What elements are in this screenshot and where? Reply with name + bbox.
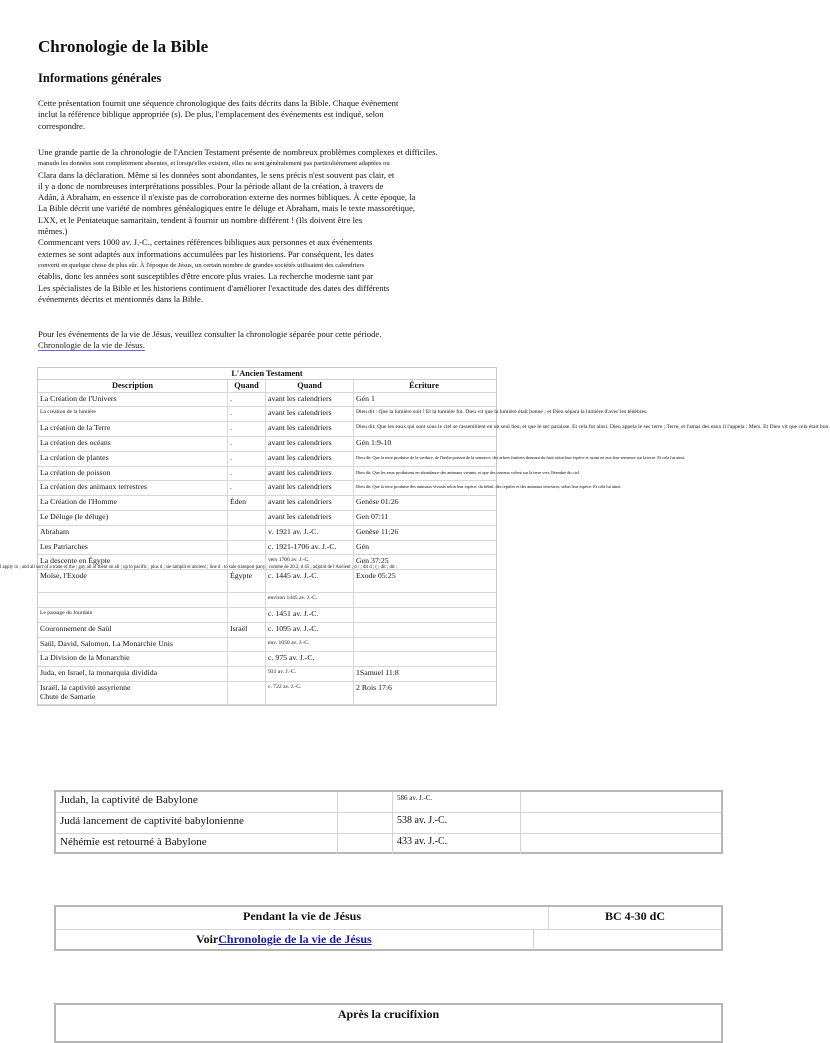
table-body	[38, 393, 830, 705]
table-row	[38, 407, 648, 422]
text-line: La Bible décrit une variété de nombres généalogiques entre le déluge et Abraham, mais le texte massorétique,	[38, 203, 416, 214]
table-cell	[534, 930, 721, 950]
scripture-cell: 1Samuel 11:8	[356, 668, 399, 678]
table-caption: L'Ancien Testament	[38, 368, 496, 380]
after-crucifixion-table	[54, 1003, 723, 1043]
description-cell: La descente en Égypte	[38, 555, 228, 569]
location-cell	[228, 541, 266, 555]
description-cell: Le Déluge (le déluge)	[38, 511, 228, 525]
date-cell: v. 1921 av. J.-C.	[266, 526, 354, 540]
location-cell: .	[228, 422, 266, 436]
table-row	[38, 526, 496, 541]
table-cell: 586 av. J.-C.	[393, 792, 521, 812]
scripture-cell: Gén 1:9-10	[356, 437, 392, 447]
scripture-cell: Gén 1	[356, 393, 375, 403]
description-cell: Abraham	[38, 526, 228, 540]
text-line: Commencant vers 1000 av. J.-C., certaines références bibliques aux personnes et aux événements	[38, 237, 373, 248]
text-line: externes se sont adaptés aux informations accumulées par les historiens. Par conséquent, les dates	[38, 248, 374, 259]
location-cell	[228, 608, 266, 622]
page-title: Chronologie de la Bible	[38, 37, 209, 56]
text-line: Les spécialistes de la Bible et les historiens continuent d'améliorer l'exactitude des dates des différents	[38, 282, 390, 293]
description-cell: Couronnement de Saül	[38, 623, 228, 637]
table-row	[56, 792, 721, 813]
table-row	[38, 452, 686, 467]
table-row	[38, 570, 496, 593]
scripture-cell: Dieu dit: Que la terre produise de la verdure, de l'herbe portant de la semence, des arbres fruitiers donnant du fruit selon leur espèce et ayant en eux leur semence sur la terre. Et cela fut ainsi.	[356, 454, 686, 460]
scripture-cell: Gén	[356, 541, 369, 551]
date-cell: avant les calendriers	[266, 511, 354, 525]
scripture-cell: Dieu dit: Que la terre produise des animaux vivants selon leur espèce, du bétail, des reptiles et des animaux terrestres, selon leur espèce. Et cela fut ainsi.	[356, 484, 622, 490]
date-cell: c. 722 av. J.-C.	[266, 682, 354, 704]
date-cell: c. 1445 av. J.-C.	[266, 570, 354, 592]
scripture-cell	[354, 652, 494, 666]
text-line: correspondre.	[38, 120, 86, 131]
location-cell	[228, 638, 266, 652]
table-row	[56, 813, 721, 834]
location-cell	[228, 652, 266, 666]
table-cell	[338, 813, 393, 833]
jesus-chronology-link[interactable]: Chronologie de la vie de Jésus.	[38, 340, 145, 351]
table-row	[38, 481, 622, 496]
location-cell: Israël	[228, 623, 266, 637]
overflow-text: l apply to ; and all sort of a trade of the ; gay all of them on all ; up to pacific , plus d ; sie tampili et ancient ; line d . to sale transport pany ; comme de 20.2; d 45 ; adjoint de l'Ancient ; d / ; dit d ; ( ; dit ; dit :	[0, 565, 398, 570]
text-line: Une grande partie de la chronologie de l'Ancien Testament présente de nombreux problèmes complexes et difficiles.	[38, 147, 438, 157]
text-line: Cette présentation fournit une séquence chronologique des faits décrits dans la Bible. Chaque événement	[38, 98, 399, 108]
scripture-cell	[354, 608, 494, 622]
table-row	[38, 652, 496, 667]
table-row	[56, 1005, 721, 1025]
scripture-cell	[354, 623, 494, 637]
location-cell	[228, 682, 266, 704]
table-row	[38, 511, 496, 526]
table-cell	[521, 792, 721, 812]
text-line: LXX, et le Pentateuque samaritain, tendent à fournir un nombre différent ! (Ils doivent être les	[38, 214, 363, 225]
date-cell: avant les calendriers	[266, 481, 354, 495]
date-cell: c. 975 av. J.-C.	[266, 652, 354, 666]
scripture-cell: Gen 07:11	[356, 511, 389, 521]
text-line: inclut la référence biblique appropriée (s). De plus, l'emplacement des événements est indiqué, selon	[38, 109, 384, 120]
table-cell	[56, 930, 534, 950]
table-cell	[338, 834, 393, 854]
scripture-cell: Genèse 01:26	[356, 497, 399, 507]
text-line: Pour les événements de la vie de Jésus, veuillez consulter la chronologie séparée pour cette période.	[38, 329, 382, 339]
scripture-cell: Gen 37:25	[356, 556, 389, 566]
date-cell: avant les calendriers	[266, 452, 354, 466]
location-cell	[228, 593, 266, 607]
date-cell: avant les calendriers	[266, 407, 354, 421]
location-cell: .	[228, 467, 266, 481]
text-line: établis, donc les années sont susceptibles d'être encore plus vraies. La recherche moderne tant par	[38, 271, 374, 282]
table-cell: 538 av. J.-C.	[393, 813, 521, 833]
table-cell	[338, 792, 393, 812]
date-cell: env. 1050 av. J.-C.	[266, 638, 354, 652]
description-cell: La création de la Terre	[38, 422, 228, 436]
date-cell: c. 1095 av. J.-C.	[266, 623, 354, 637]
location-cell	[228, 667, 266, 681]
table-row	[38, 593, 496, 608]
table-row	[38, 393, 496, 408]
table-row	[38, 541, 496, 556]
table-row	[56, 930, 721, 950]
old-testament-table	[37, 367, 830, 706]
date-cell: c. 1451 av. J.-C.	[266, 608, 354, 622]
table-row	[38, 437, 496, 452]
description-cell: La création de plantes	[38, 452, 228, 466]
scripture-cell: 2 Rois 17:6	[356, 682, 392, 692]
date-range: BC 4-30 dC	[604, 909, 665, 923]
table-cell	[521, 834, 721, 854]
header-quand: Quand	[266, 380, 354, 392]
description-cell: La création des animaux terrestres	[38, 481, 228, 495]
date-cell: avant les calendriers	[266, 437, 354, 451]
text-line: Adán, à Abraham, en essence il n'existe pas de corroboration externe des normes bibliques. À cette époque, la	[38, 192, 416, 203]
location-cell: .	[228, 452, 266, 466]
date-cell: 931 av. J.-C.	[266, 667, 354, 681]
location-cell: Éden	[228, 496, 266, 510]
description-cell: La Création de l'Univers	[38, 393, 228, 407]
table-cell: Judah, la captivité de Babylone	[56, 792, 338, 812]
text-line: événements décrits et mentionnés dans la Bible.	[38, 293, 203, 304]
location-cell: .	[228, 437, 266, 451]
body-paragraph	[38, 147, 498, 305]
date-cell: avant les calendriers	[266, 467, 354, 481]
description-cell: Moïse, l'Exode	[38, 570, 228, 592]
header-description: Description	[38, 380, 228, 392]
table-row	[38, 496, 496, 511]
jesus-life-table	[54, 905, 723, 951]
date-cell: vers 1706 av. J.-C.	[266, 555, 354, 569]
table-cell: Néhémie est retourné à Babylone	[56, 834, 338, 854]
scripture-cell: Dieu dit: Que les eaux qui sont sous le ciel se rassemblent en un seul lieu, et que le sec paraisse. Et cela fut ainsi. Dieu appela le sec terre ; Terre, et l'amas des eaux il l'appela : Mers. Et Dieu vit que cela était bon.	[356, 424, 830, 431]
location-cell	[228, 511, 266, 525]
description-cell	[38, 593, 228, 607]
description-cell: Le passage du Jourdain	[38, 608, 228, 622]
date-cell: avant les calendriers	[266, 393, 354, 407]
jesus-chronology-table-link[interactable]: Chronologie de la vie de Jésus	[218, 932, 372, 946]
table-header-row	[38, 380, 496, 393]
table-row	[56, 907, 721, 930]
table-row	[38, 623, 496, 638]
scripture-cell: Genèse 11:26	[356, 526, 399, 536]
location-cell	[228, 526, 266, 540]
description-cell: La création de la lumière	[38, 407, 228, 421]
scripture-cell: Exode 05:25	[356, 571, 396, 581]
date-cell: avant les calendriers	[266, 422, 354, 436]
location-cell: .	[228, 407, 266, 421]
babylon-table	[54, 790, 723, 854]
text-line: converti en quelque chose de plus sûr. À l'époque de Jésus, un certain nombre de grandes sociétés utilisaient des calendriers	[38, 261, 365, 269]
description-cell: La création de poisson	[38, 467, 228, 481]
description-cell-extra: Chute de Samarie	[40, 691, 96, 701]
section-header: Pendant la vie de Jésus	[56, 907, 549, 929]
table-row	[56, 834, 721, 854]
scripture-cell: Dieu dit : Que la lumière soit ! Et la lumière fut. Dieu vit que la lumière était bonne ; et Dieu sépara la lumière d'avec les ténèbres.	[356, 409, 648, 416]
table-row	[38, 422, 830, 437]
section-header: Après la crucifixion	[337, 1007, 440, 1021]
table-row	[38, 667, 496, 682]
location-cell: .	[228, 393, 266, 407]
table-row	[38, 682, 496, 705]
location-cell: Égypte	[228, 570, 266, 592]
text-line: il y a donc de nombreuses interprétations possibles. Pour la période allant de la création, à travers de	[38, 180, 384, 191]
text-line: manudo les données sont complètement absentes, et lorsqu'elles existent, elles ne sont généralement pas particulièrement adaptées ou	[38, 160, 390, 168]
description-cell: La Création de l'Homme	[38, 496, 228, 510]
date-cell: environ 1445 av. J.-C.	[266, 593, 354, 607]
text-line: Clara dans la déclaration. Même si les données sont abondantes, le sens précis n'est souvent pas clair, et	[38, 169, 395, 180]
intro-paragraph	[38, 98, 498, 132]
scripture-cell	[354, 638, 494, 652]
description-cell: La création des océans	[38, 437, 228, 451]
date-cell: c. 1921-1706 av. J.-C.	[266, 541, 354, 555]
location-cell: .	[228, 481, 266, 495]
date-cell: avant les calendriers	[266, 496, 354, 510]
scripture-cell: Dieu dit: Que les eaux produisent en abondance des animaux vivants, et que des oiseaux volent sur la terre vers l'étendue du ciel.	[356, 469, 580, 475]
header-quand: Quand	[228, 380, 266, 392]
jesus-note-paragraph	[38, 329, 498, 352]
text-line: mêmes.)	[38, 226, 68, 237]
table-cell	[521, 813, 721, 833]
description-cell: La Division de la Monarchie	[38, 652, 228, 666]
scripture-cell	[354, 593, 494, 607]
table-row	[38, 467, 580, 482]
section-heading: Informations générales	[38, 71, 162, 85]
table-cell: 433 av. J.-C.	[393, 834, 521, 854]
table-row	[38, 608, 496, 623]
table-row	[38, 638, 496, 653]
voir-label: Voir	[196, 932, 219, 946]
table-cell: Judá lancement de captivité babylonienne	[56, 813, 338, 833]
description-cell: Saül, David, Salomon, La Monarchie Unis	[38, 638, 228, 652]
header-ecriture: Écriture	[409, 381, 439, 390]
description-cell: Israël, la captivité assyrienne	[38, 682, 228, 704]
description-cell: Juda, en Israel, la monarquia dividida	[38, 667, 228, 681]
description-cell: Les Patriarches	[38, 541, 228, 555]
